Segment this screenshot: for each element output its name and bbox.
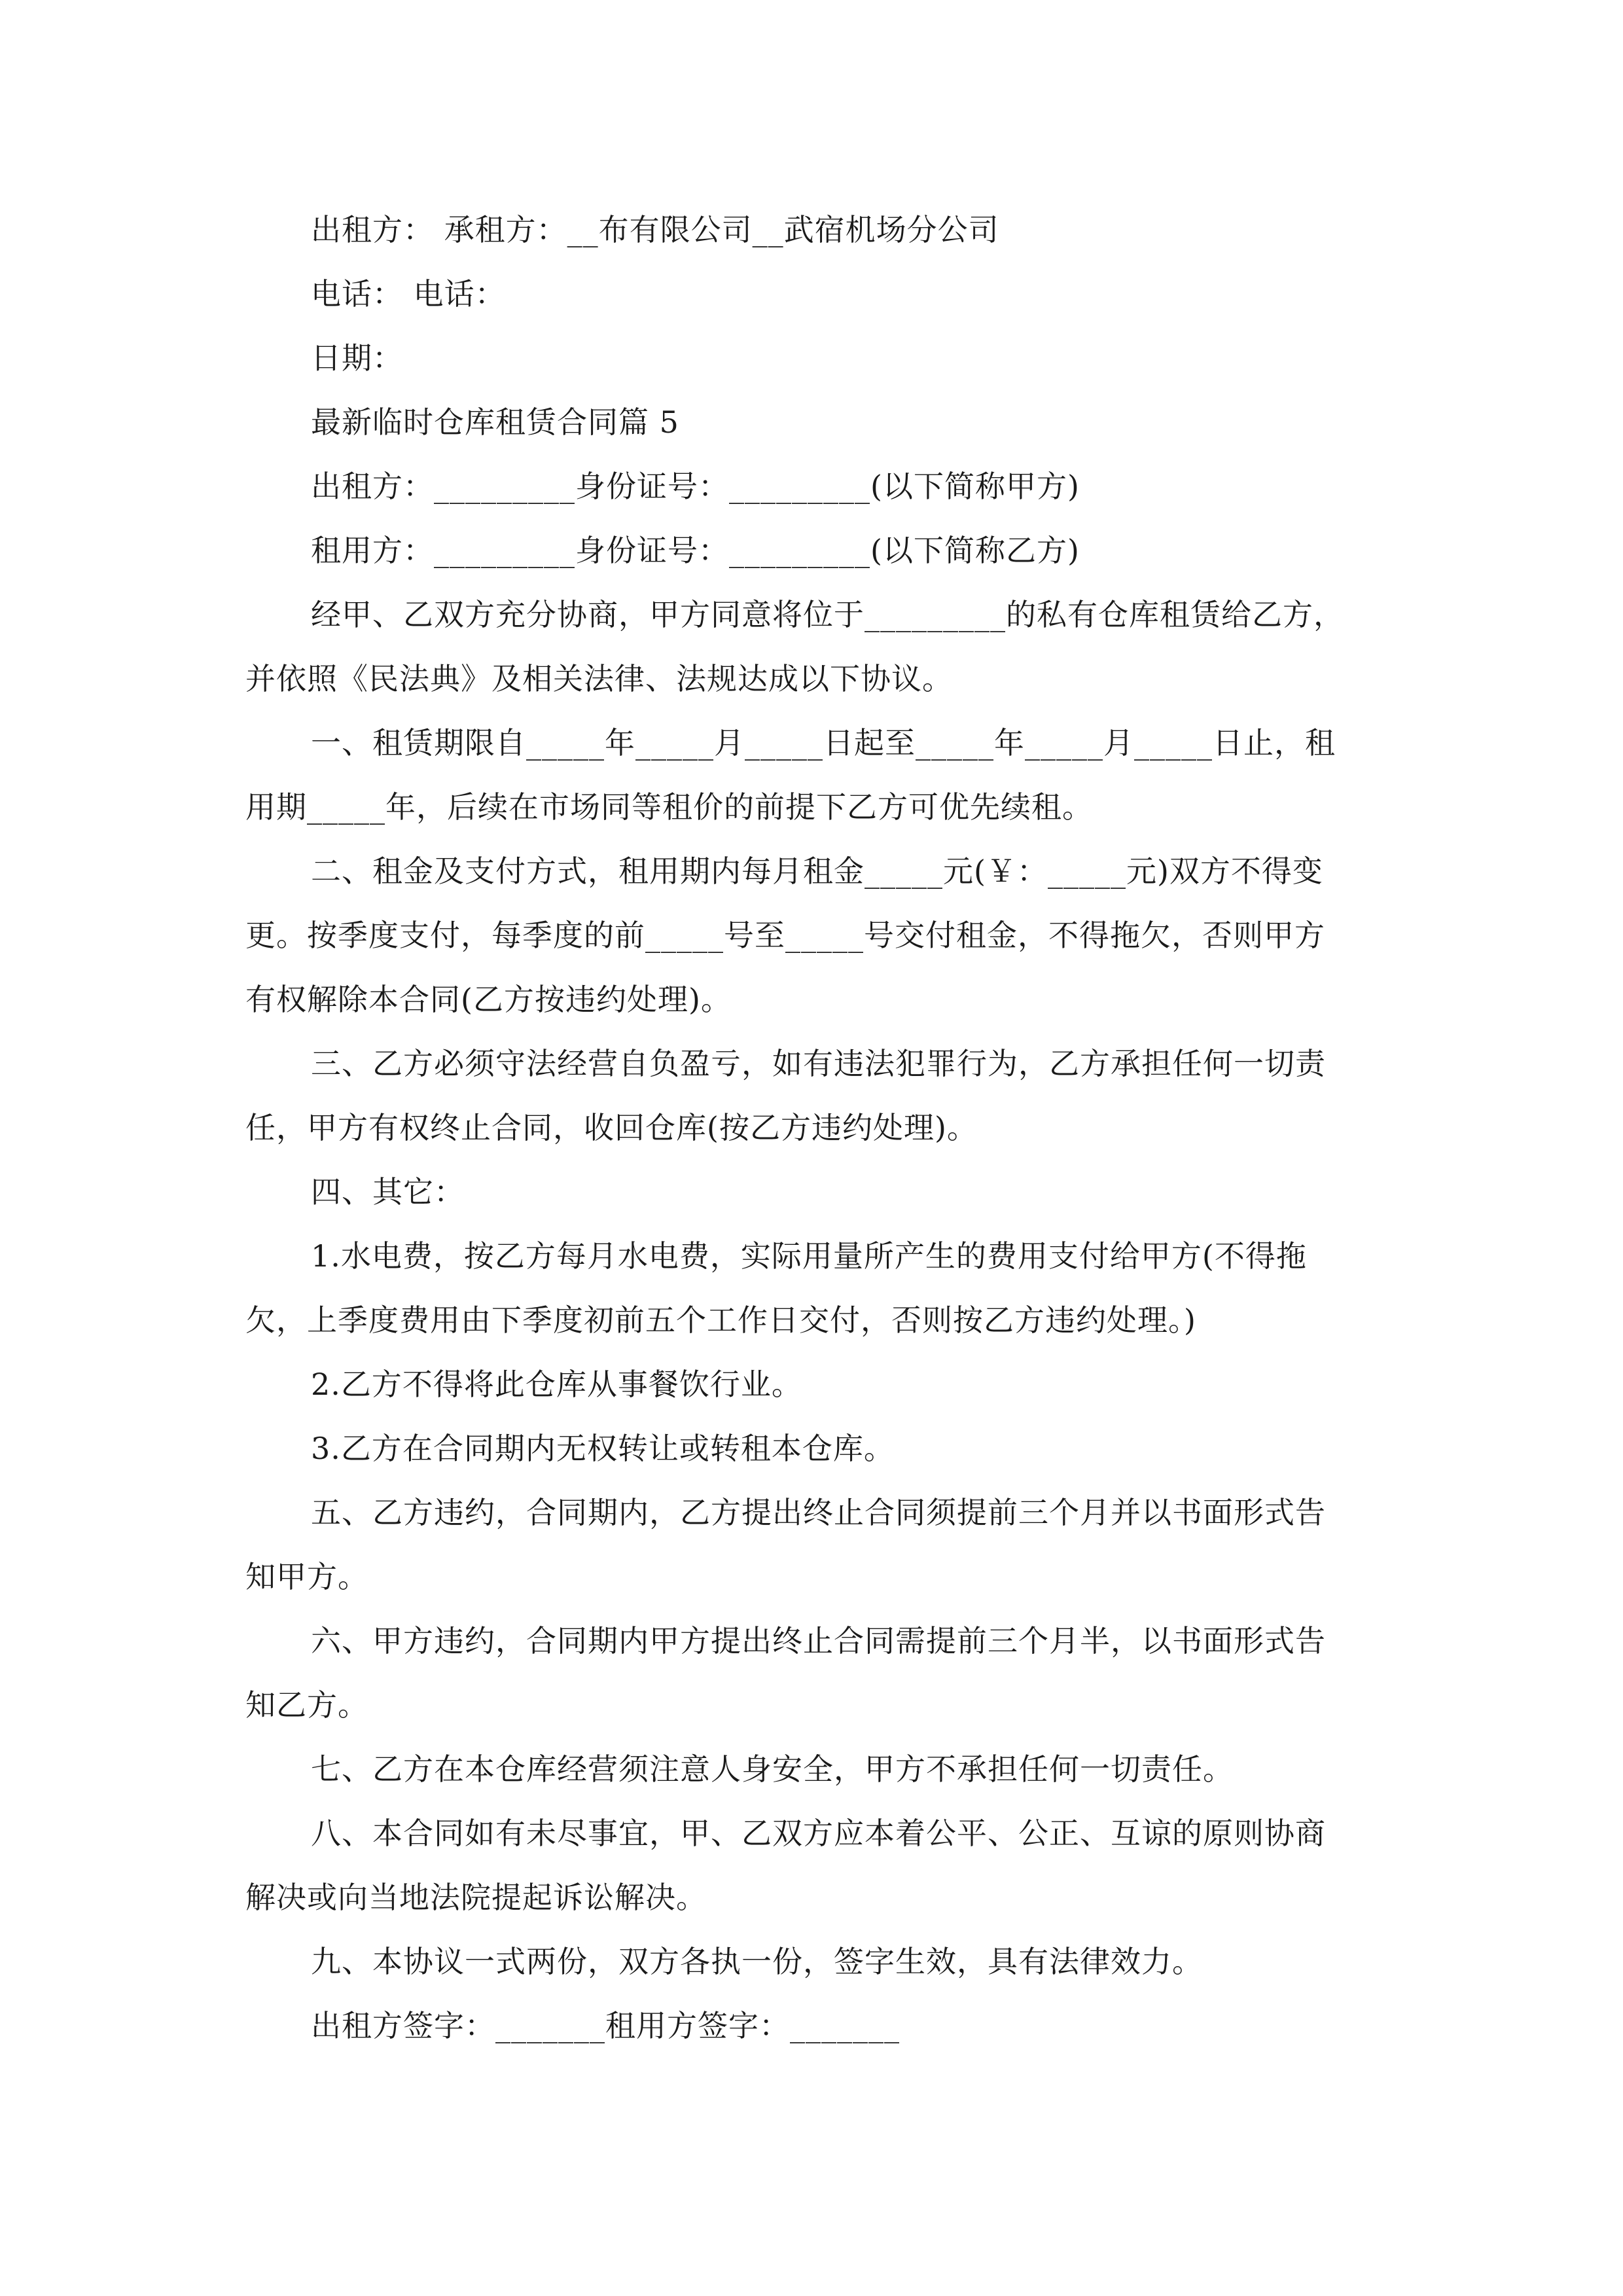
clause-4-item-1-line-1: 1.水电费，按乙方每月水电费，实际用量所产生的费用支付给甲方(不得拖 xyxy=(311,1238,1307,1274)
clause-8-line-1: 八、本合同如有未尽事宜，甲、乙双方应本着公平、公正、互谅的原则协商 xyxy=(311,1816,1326,1851)
clause-2-line-3: 有权解除本合同(乙方按违约处理)。 xyxy=(245,982,732,1017)
document-body xyxy=(245,198,1387,2058)
lessor-id-line: 出租方：_________身份证号：_________(以下简称甲方) xyxy=(311,469,1080,504)
clause-8-line-2: 解决或向当地法院提起诉讼解决。 xyxy=(245,1880,707,1915)
preamble-line-1: 经甲、乙双方充分协商，甲方同意将位于_________的私有仓库租赁给乙方， xyxy=(311,597,1344,632)
clause-1-line-2: 用期_____年，后续在市场同等租价的前提下乙方可优先续租。 xyxy=(245,789,1093,825)
signature-line: 出租方签字：_______租用方签字：_______ xyxy=(311,2008,900,2043)
clause-7: 七、乙方在本仓库经营须注意人身安全，甲方不承担任何一切责任。 xyxy=(311,1751,1234,1787)
lessee-id-line: 租用方：_________身份证号：_________(以下简称乙方) xyxy=(311,533,1080,568)
clause-5-line-2: 知甲方。 xyxy=(245,1559,368,1594)
clause-1-line-1: 一、租赁期限自_____年_____月_____日起至_____年_____月_____日止，租 xyxy=(311,725,1336,761)
clause-9: 九、本协议一式两份，双方各执一份，签字生效，具有法律效力。 xyxy=(311,1944,1203,1979)
phone-line: 电话： 电话： xyxy=(311,276,506,312)
clause-3-line-2: 任，甲方有权终止合同，收回仓库(按乙方违约处理)。 xyxy=(245,1110,978,1145)
clause-6-line-1: 六、甲方违约，合同期内甲方提出终止合同需提前三个月半，以书面形式告 xyxy=(311,1623,1326,1659)
clause-4-item-3: 3.乙方在合同期内无权转让或转租本仓库。 xyxy=(311,1431,895,1466)
clause-3-line-1: 三、乙方必须守法经营自负盈亏，如有违法犯罪行为，乙方承担任何一切责 xyxy=(311,1046,1326,1081)
date-line: 日期： xyxy=(311,340,403,376)
clause-2-line-2: 更。按季度支付，每季度的前_____号至_____号交付租金，不得拖欠，否则甲方 xyxy=(245,918,1325,953)
clause-6-line-2: 知乙方。 xyxy=(245,1687,368,1723)
clause-4-item-1-line-2: 欠，上季度费用由下季度初前五个工作日交付，否则按乙方违约处理。) xyxy=(245,1302,1196,1338)
clause-2-line-1: 二、租金及支付方式，租用期内每月租金_____元(￥：_____元)双方不得变 xyxy=(311,853,1323,889)
preamble-line-2: 并依照《民法典》及相关法律、法规达成以下协议。 xyxy=(245,661,953,696)
lessor-lessee-line: 出租方： 承租方：__布有限公司__武宿机场分公司 xyxy=(311,212,999,247)
clause-4-item-2: 2.乙方不得将此仓库从事餐饮行业。 xyxy=(311,1367,802,1402)
clause-4-heading: 四、其它： xyxy=(311,1174,465,1210)
clause-5-line-1: 五、乙方违约，合同期内，乙方提出终止合同须提前三个月并以书面形式告 xyxy=(311,1495,1326,1530)
contract-title: 最新临时仓库租赁合同篇 5 xyxy=(311,404,679,440)
